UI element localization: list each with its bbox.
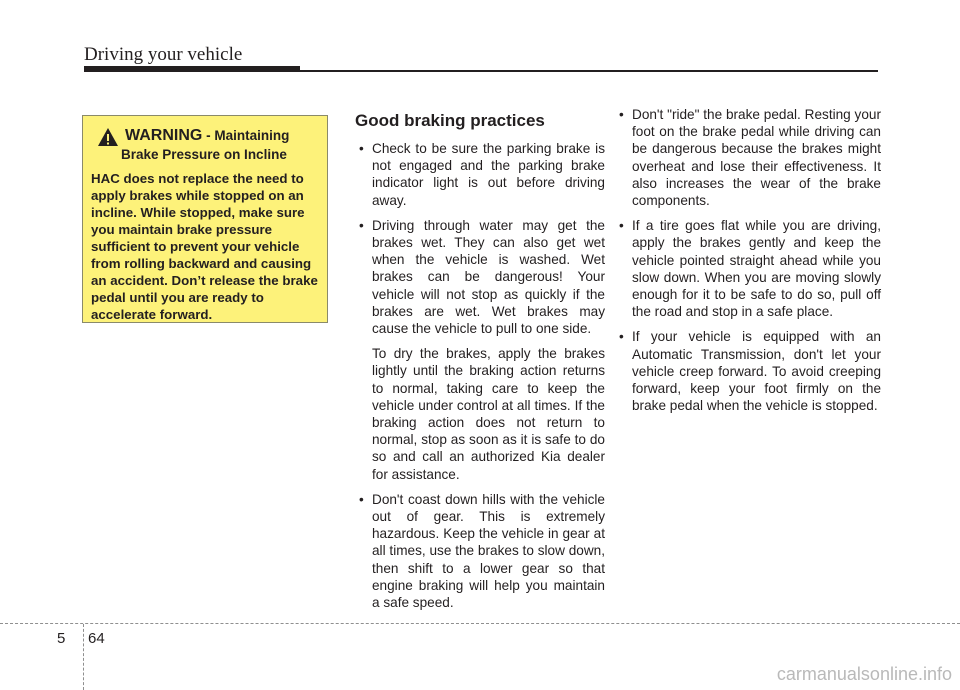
warning-title-line2: Brake Pressure on Incline [121, 147, 287, 162]
list-item-text: Don't coast down hills with the vehicle out of gear. This is extremely hazardous. Keep the vehicle in gear at all times, use the brakes to slow down, then shift to a lower gear so that engine braking will help you maintain a safe speed. [372, 491, 605, 611]
bullet: • [619, 107, 624, 122]
list-item [355, 491, 605, 611]
column-right [615, 106, 881, 422]
column-middle [355, 106, 605, 619]
header-title: Driving your vehicle [84, 44, 243, 65]
section-heading: Good braking practices [355, 111, 545, 130]
section-number: 5 [57, 630, 66, 647]
list-item [615, 328, 881, 414]
list-item-text: If a tire goes flat while you are driving, apply the brakes gently and keep the vehicle pointed straight ahead while you slow down. When you are moving slowly enough for it to be safe to do so, pull off the road and stop in a safe place. [632, 218, 881, 320]
warning-word: WARNING [125, 127, 203, 144]
warning-triangle-icon [97, 127, 119, 147]
list-item-text: Check to be sure the parking brake is not engaged and the parking brake indicator light is out before driving away. [372, 141, 605, 208]
header-rule-thin [300, 70, 878, 72]
bullet: • [619, 218, 624, 234]
warning-body: HAC does not replace the need to apply brakes while stopped on an incline. While stopped, make sure you maintain brake pressure sufficient to prevent your vehicle from rolling backward and causing an accident. Don’t release the brake pedal until you are ready to accelerate forward. [91, 171, 318, 322]
warning-box [82, 115, 328, 323]
bullet: • [619, 329, 624, 345]
list-item [615, 217, 881, 320]
page-number: 64 [88, 630, 105, 647]
bullet: • [359, 491, 364, 507]
warning-title-line1: - Maintaining [202, 128, 290, 143]
list-item-text: Driving through water may get the brakes wet. They can also get wet when the vehicle is washed. Wet brakes can be dangerous! Your vehicle will not stop as quickly if the brakes are wet. Wet brakes may cause the vehicle to pull to one side. [372, 217, 605, 337]
list-item [355, 140, 605, 209]
list-item-text: If your vehicle is equipped with an Automatic Transmission, don't let your vehicle creep forward. To avoid creeping forward, keep your foot firmly on the brake pedal when the vehicle is stopped. [632, 329, 881, 414]
list-item [615, 106, 881, 209]
bullet: • [359, 217, 364, 233]
list-item [355, 217, 605, 337]
dry-brakes-paragraph: To dry the brakes, apply the brakes lightly until the braking action returns to normal, taking care to keep the vehicle under control at all times. If the braking action does not return to normal, stop as soon as it is safe to do so and call an authorized Kia dealer for assistance. [372, 346, 605, 482]
list-item-text: Don't "ride" the brake pedal. Resting your foot on the brake pedal while driving can be dangerous because the brakes might overheat and lose their effectiveness. It also increases the wear of the brake components. [632, 107, 881, 209]
footer-divider [83, 624, 84, 690]
warning-heading [97, 126, 321, 164]
header-rule-thick [84, 66, 300, 72]
watermark: carmanualsonline.info [776, 664, 952, 684]
footer-rule [0, 623, 960, 624]
bullet: • [359, 141, 364, 156]
